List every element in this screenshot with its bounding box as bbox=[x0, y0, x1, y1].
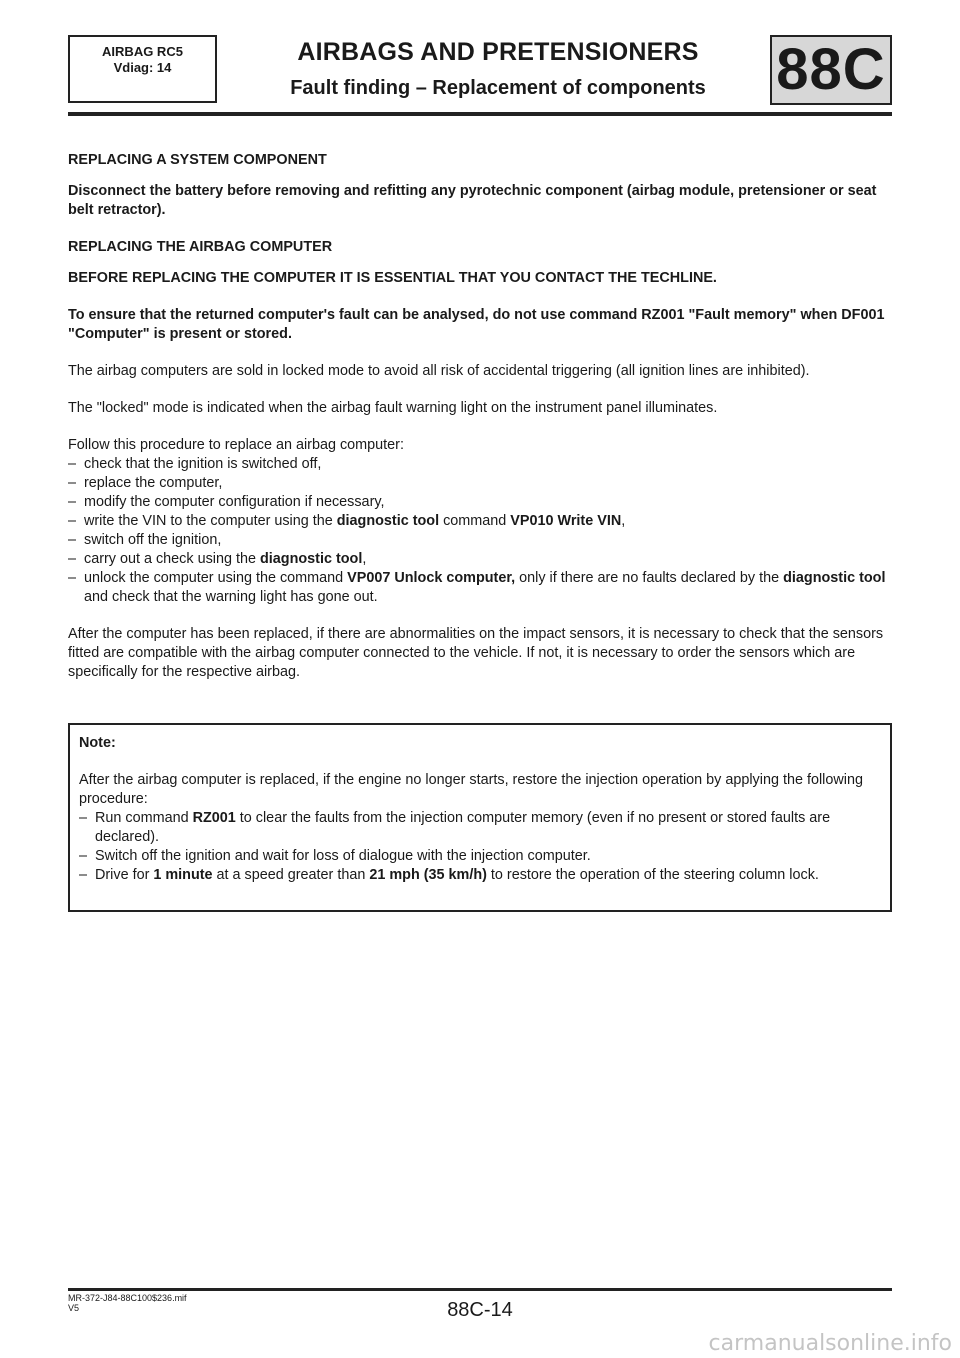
dash-bullet: – bbox=[68, 513, 77, 529]
dash-bullet: – bbox=[68, 551, 77, 567]
impact-sensor-paragraph: After the computer has been replaced, if there are abnormalities on the impact sensors, it is necessary to check that the sensors fitted are compatible with the airbag computer connected to the vehicle. If not, it is necessary to order the sensors which are specifically for the respective airbag. bbox=[68, 626, 884, 680]
page-number: 88C-14 bbox=[447, 1299, 513, 1321]
warning-light-paragraph: The "locked" mode is indicated when the airbag fault warning light on the instrument panel illuminates. bbox=[68, 400, 718, 416]
list-item: – Run command RZ001 to clear the faults from the injection computer memory (even if no present or stored faults are declared). bbox=[79, 810, 831, 845]
dash-bullet: – bbox=[79, 810, 88, 826]
list-item: – unlock the computer using the command VP007 Unlock computer, only if there are no faults declared by the diagnostic tool and check that the warning light has gone out. bbox=[68, 570, 886, 605]
header-divider bbox=[68, 112, 892, 116]
document-reference: MR-372-J84-88C100$236.mif V5 bbox=[68, 1293, 187, 1313]
dash-bullet: – bbox=[68, 475, 77, 491]
list-item: – replace the computer, bbox=[68, 475, 223, 491]
techline-warning: BEFORE REPLACING THE COMPUTER IT IS ESSENTIAL THAT YOU CONTACT THE TECHLINE. bbox=[68, 270, 717, 286]
section-code-badge: 88C bbox=[770, 35, 892, 105]
watermark: carmanualsonline.info bbox=[708, 1331, 952, 1356]
system-name: AIRBAG RC5 bbox=[102, 44, 183, 59]
list-item: – write the VIN to the computer using the diagnostic tool command VP010 Write VIN, bbox=[68, 513, 626, 529]
list-item: – Switch off the ignition and wait for loss of dialogue with the injection computer. bbox=[79, 848, 591, 864]
dash-bullet: – bbox=[68, 570, 77, 586]
dash-bullet: – bbox=[68, 532, 77, 548]
heading-replacing-computer: REPLACING THE AIRBAG COMPUTER bbox=[68, 239, 333, 255]
main-content bbox=[68, 151, 890, 700]
dash-bullet: – bbox=[79, 867, 88, 883]
dash-bullet: – bbox=[68, 456, 77, 472]
note-intro: After the airbag computer is replaced, if the engine no longer starts, restore the injection operation by applying the following procedure: bbox=[79, 772, 863, 807]
list-item: – switch off the ignition, bbox=[68, 532, 222, 548]
dash-bullet: – bbox=[79, 848, 88, 864]
heading-replacing-component: REPLACING A SYSTEM COMPONENT bbox=[68, 152, 327, 168]
list-item: – modify the computer configuration if necessary, bbox=[68, 494, 385, 510]
procedure-intro: Follow this procedure to replace an airbag computer: bbox=[68, 437, 404, 453]
vehicle-system-box bbox=[68, 35, 217, 103]
list-item: – carry out a check using the diagnostic tool, bbox=[68, 551, 367, 567]
procedure-steps bbox=[68, 455, 890, 607]
fault-memory-warning: To ensure that the returned computer's fault can be analysed, do not use command RZ001 "Fault memory" when DF001 "Computer" is present or stored. bbox=[68, 307, 885, 342]
footer-divider bbox=[68, 1288, 892, 1291]
locked-mode-paragraph: The airbag computers are sold in locked mode to avoid all risk of accidental triggering (all ignition lines are inhibited). bbox=[68, 363, 810, 379]
page-title: AIRBAGS AND PRETENSIONERS bbox=[297, 38, 699, 66]
page-subtitle: Fault finding – Replacement of components bbox=[290, 77, 706, 99]
vdiag-label: Vdiag: 14 bbox=[113, 60, 172, 75]
dash-bullet: – bbox=[68, 494, 77, 510]
list-item: – check that the ignition is switched off, bbox=[68, 456, 322, 472]
note-title: Note: bbox=[79, 735, 116, 751]
list-item: – Drive for 1 minute at a speed greater than 21 mph (35 km/h) to restore the operation of the steering column lock. bbox=[79, 867, 819, 883]
battery-warning: Disconnect the battery before removing and refitting any pyrotechnic component (airbag module, pretensioner or seat belt retractor). bbox=[68, 183, 877, 218]
note-box bbox=[68, 723, 892, 912]
note-steps bbox=[79, 809, 880, 885]
